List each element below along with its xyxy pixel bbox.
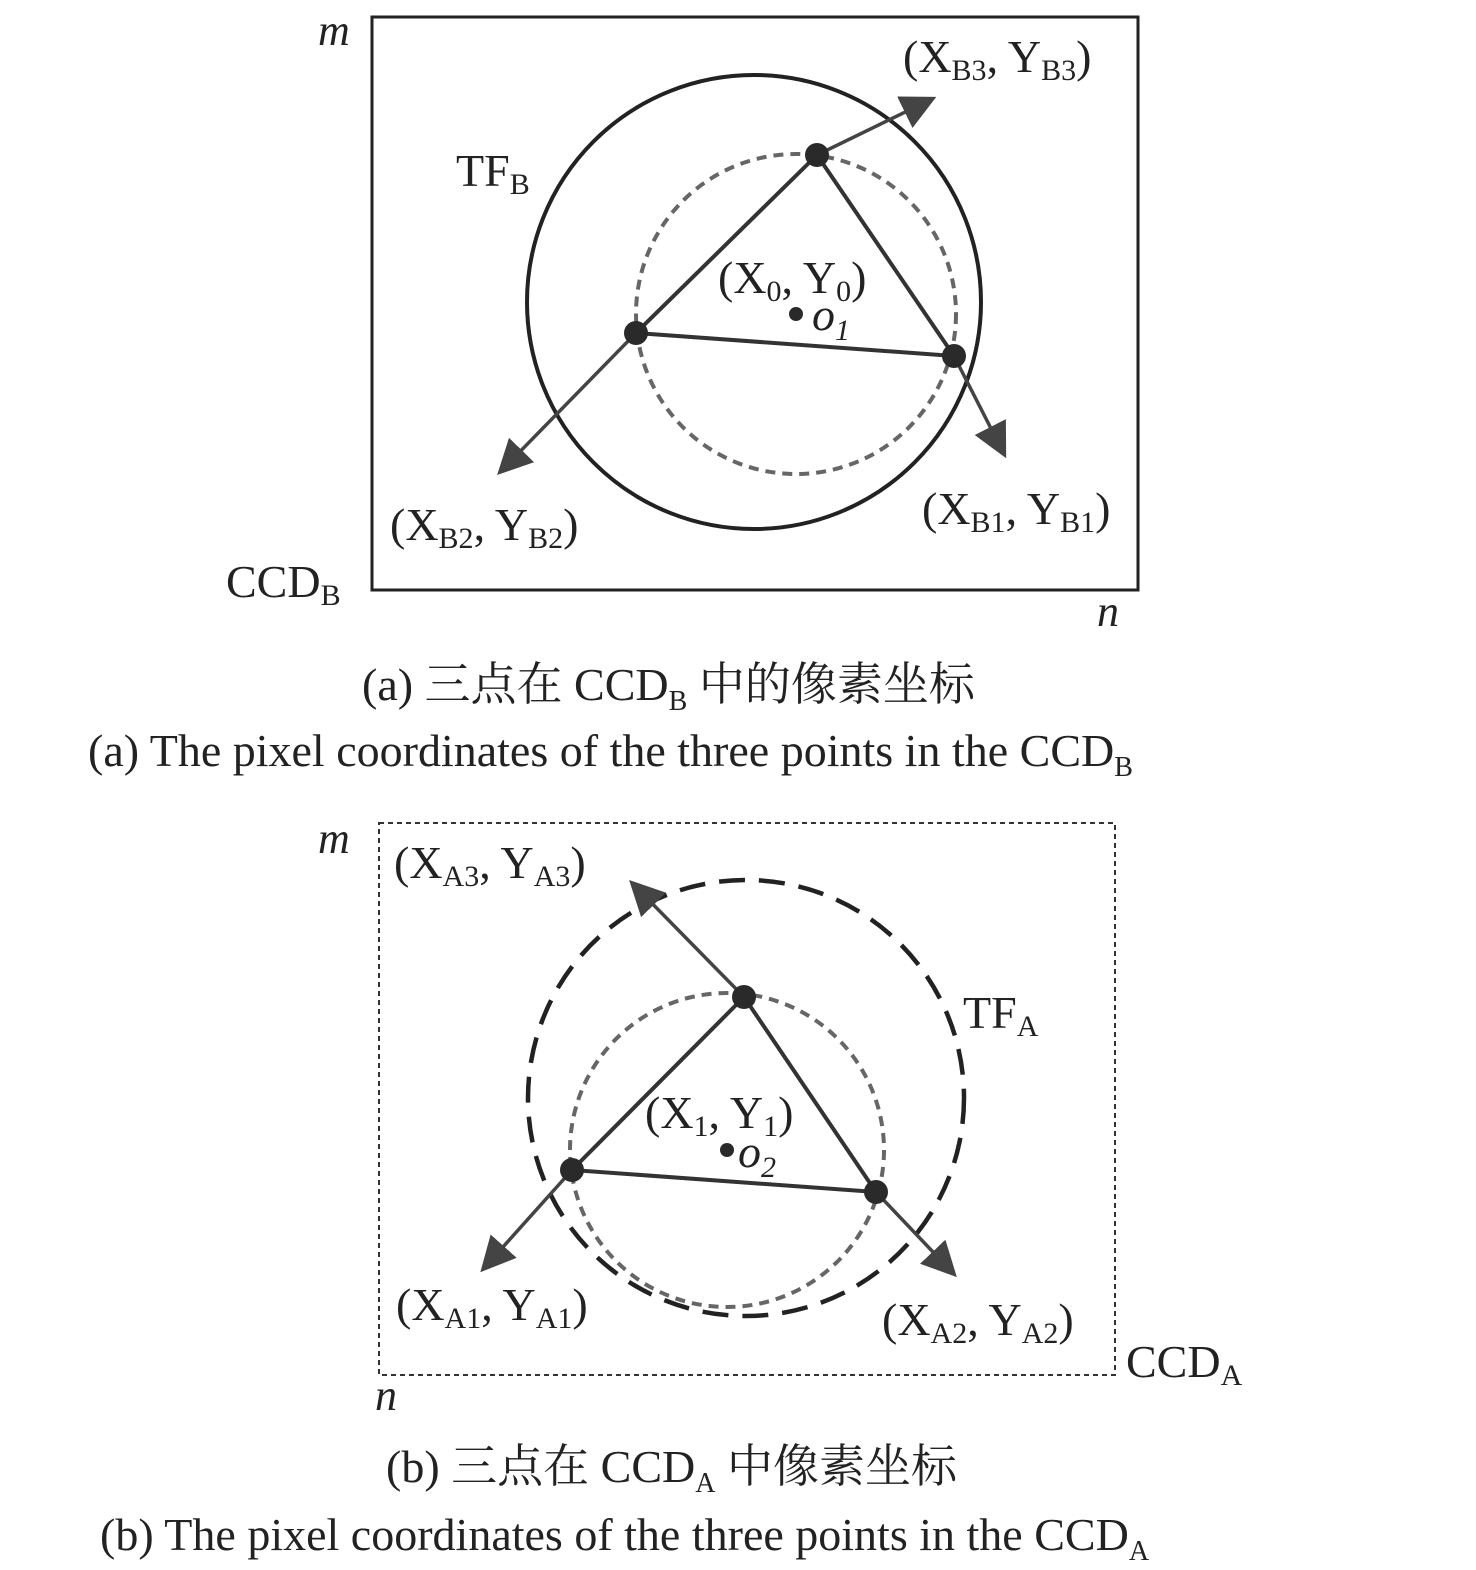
- tf-b-label: TFB: [456, 145, 530, 201]
- center-o2: [720, 1143, 734, 1157]
- ccd-a-label: CCDA: [1126, 1336, 1243, 1392]
- label-b0: (X0, Y0): [718, 252, 867, 308]
- arrow-a3: [634, 885, 744, 997]
- point-a2: [864, 1180, 888, 1204]
- tf-a-label: TFA: [963, 987, 1039, 1043]
- caption-b-cn: (b) 三点在 $CCD_A$ 中像素坐标: [386, 1441, 957, 1499]
- panel-b: [100, 814, 1243, 1567]
- label-o2: $o_2$: [738, 1126, 776, 1184]
- caption-a-cn: (a) 三点在 $CCD_B$ 中的像素坐标: [362, 659, 975, 717]
- label-b2: (XB2, YB2): [390, 499, 579, 555]
- label-a0: (X1, Y1): [645, 1087, 794, 1143]
- axis-n-a: n: [1097, 587, 1119, 636]
- label-a1: (XA1, YA1): [396, 1279, 588, 1335]
- point-a3: [732, 985, 756, 1009]
- label-a3: (XA3, YA3): [394, 837, 586, 893]
- triangle-edge-a3: [636, 333, 954, 356]
- axis-n-b: n: [375, 1371, 397, 1420]
- point-a1: [560, 1158, 584, 1182]
- axis-m-b: m: [318, 814, 350, 863]
- label-b1: (XB1, YB1): [922, 483, 1111, 539]
- axis-m-a: m: [318, 6, 350, 55]
- point-b2: [624, 321, 648, 345]
- caption-b-en: (b) The pixel coordinates of the three points in the $CCD_A$: [100, 1509, 1150, 1567]
- arrow-b2: [502, 333, 636, 470]
- label-a2: (XA2, YA2): [882, 1294, 1074, 1350]
- triangle-edge-a1: [636, 155, 817, 333]
- label-o1: $o_1$: [812, 289, 850, 347]
- ccd-b-label: CCDB: [226, 556, 341, 612]
- caption-a-en: (a) The pixel coordinates of the three points in the $CCD_B$: [88, 725, 1133, 783]
- arrow-b1: [954, 356, 1003, 452]
- point-b3: [805, 143, 829, 167]
- point-b1: [942, 344, 966, 368]
- triangle-edge-b3: [572, 1170, 876, 1192]
- arrow-a2: [876, 1192, 952, 1272]
- label-b3: (XB3, YB3): [903, 31, 1092, 87]
- center-o1: [789, 307, 803, 321]
- arrow-a1: [485, 1170, 572, 1267]
- triangle-edge-b1: [572, 997, 744, 1170]
- panel-a: [88, 6, 1138, 783]
